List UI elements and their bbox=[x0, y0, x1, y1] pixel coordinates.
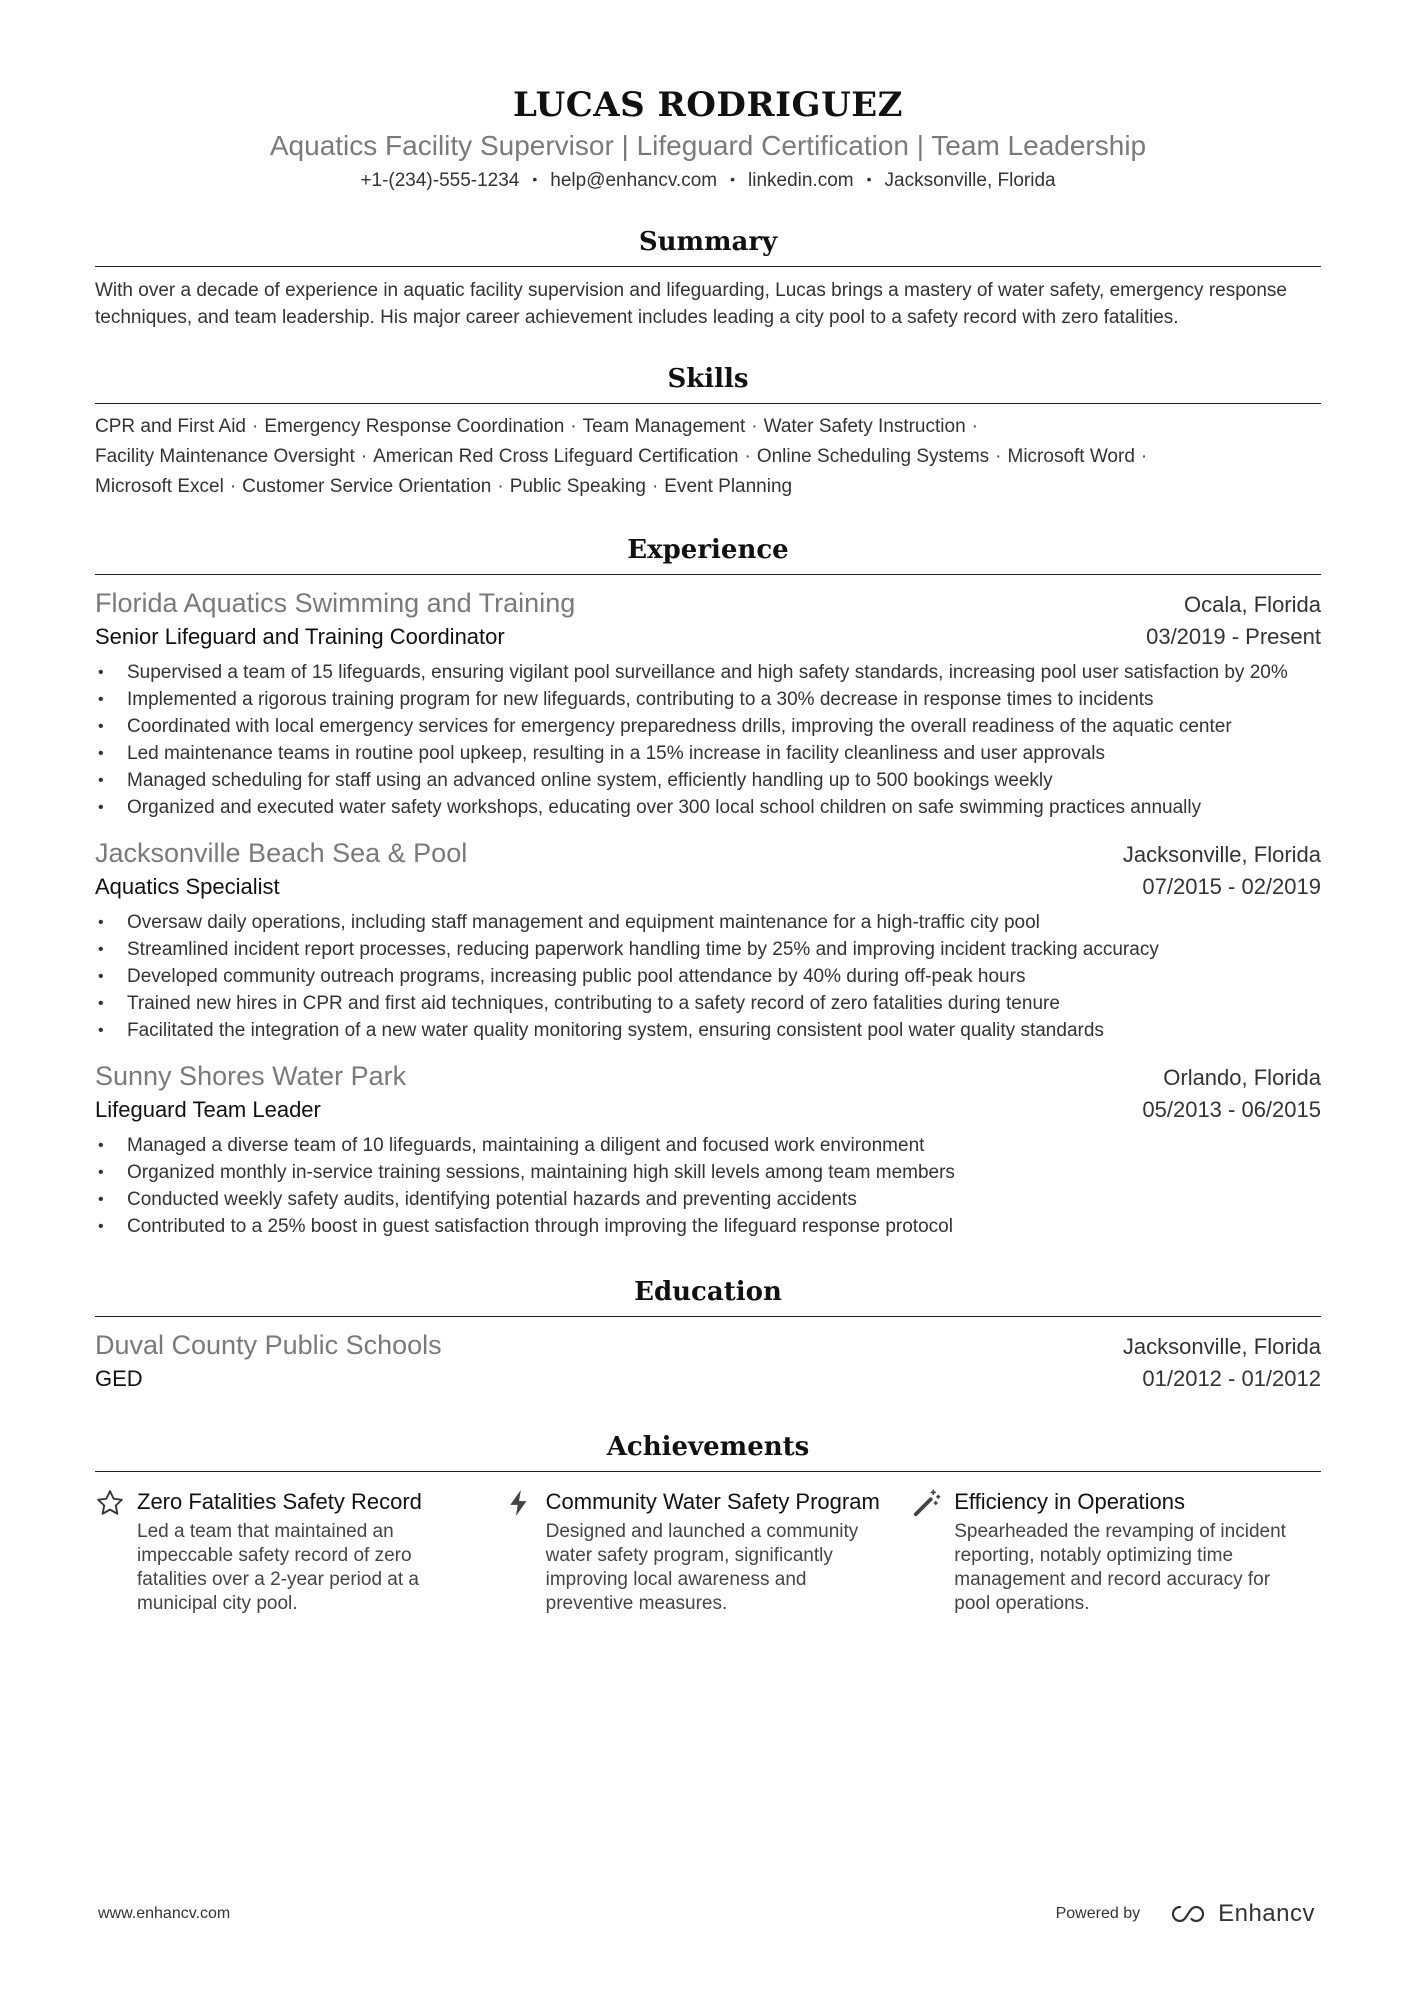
skill-separator: · bbox=[252, 416, 259, 437]
job-bullet: • Managed scheduling for staff using an advanced online system, efficiently handling up to 500 bookings weekly bbox=[95, 767, 1321, 794]
email-address[interactable]: help@enhancv.com bbox=[550, 170, 718, 191]
job-entry bbox=[95, 835, 1321, 1044]
skill-separator: · bbox=[360, 446, 368, 467]
phone-number: +1-(234)-555-1234 bbox=[360, 170, 520, 191]
footer-branding bbox=[1056, 1900, 1315, 1928]
achievement-title: Zero Fatalities Safety Record bbox=[137, 1489, 422, 1514]
resume-page bbox=[95, 0, 1321, 1616]
skill-separator: · bbox=[229, 476, 237, 497]
experience-section bbox=[95, 532, 1321, 1240]
education-degree: GED bbox=[95, 1366, 143, 1391]
job-bullet: • Oversaw daily operations, including staff management and equipment maintenance for a high-traffic city pool bbox=[95, 909, 1321, 936]
skill-item: Online Scheduling Systems bbox=[756, 446, 990, 467]
skill-item: Public Speaking bbox=[509, 476, 646, 497]
skill-item: CPR and First Aid bbox=[95, 416, 246, 437]
summary-title: Summary bbox=[95, 224, 1321, 267]
job-bullet: • Led maintenance teams in routine pool upkeep, resulting in a 15% increase in facility cleanliness and user approvals bbox=[95, 740, 1321, 767]
skill-separator: · bbox=[497, 476, 504, 497]
education-school: Duval County Public Schools bbox=[95, 1330, 442, 1360]
job-location: Orlando, Florida bbox=[1163, 1065, 1321, 1090]
education-dates: 01/2012 - 01/2012 bbox=[1142, 1366, 1321, 1391]
contact-separator: • bbox=[730, 171, 735, 187]
skill-separator: · bbox=[744, 446, 751, 467]
skills-line bbox=[95, 412, 1321, 442]
skills-list bbox=[95, 412, 1321, 502]
education-location: Jacksonville, Florida bbox=[1122, 1334, 1321, 1359]
achievements-title: Achievements bbox=[95, 1429, 1321, 1472]
achievement-description: Designed and launched a community water safety program, significantly improving local awareness and preventive measures. bbox=[545, 1521, 859, 1614]
summary-section bbox=[95, 224, 1321, 331]
achievement-item bbox=[912, 1488, 1321, 1616]
education-entry bbox=[95, 1327, 1321, 1395]
job-bullet: • Streamlined incident report processes, reducing paperwork handling time by 25% and improving incident tracking accuracy bbox=[95, 936, 1321, 963]
job-title: Lifeguard Team Leader bbox=[95, 1097, 321, 1122]
magic-wand-icon bbox=[912, 1488, 954, 1520]
skill-separator: · bbox=[995, 446, 1002, 467]
job-company: Sunny Shores Water Park bbox=[95, 1061, 407, 1091]
job-title: Aquatics Specialist bbox=[95, 874, 280, 899]
linkedin-link[interactable]: linkedin.com bbox=[748, 170, 854, 191]
education-section bbox=[95, 1274, 1321, 1395]
skills-line bbox=[95, 472, 1321, 502]
job-bullet: • Organized monthly in-service training sessions, maintaining high skill levels among team members bbox=[95, 1159, 1321, 1186]
lightning-icon bbox=[504, 1488, 546, 1520]
page-footer bbox=[98, 1900, 1315, 1928]
job-entry bbox=[95, 585, 1321, 821]
education-title: Education bbox=[95, 1274, 1321, 1317]
job-dates: 05/2013 - 06/2015 bbox=[1142, 1097, 1321, 1122]
skill-item: Team Management bbox=[582, 416, 746, 437]
skills-section bbox=[95, 361, 1321, 502]
skill-item: Emergency Response Coordination bbox=[264, 416, 565, 437]
skill-separator: · bbox=[570, 416, 577, 437]
job-bullet: • Implemented a rigorous training program for new lifeguards, contributing to a 30% decrease in response times to incidents bbox=[95, 686, 1321, 713]
skill-separator: · bbox=[1140, 446, 1148, 467]
contact-separator: • bbox=[532, 171, 538, 187]
job-title: Senior Lifeguard and Training Coordinator bbox=[95, 624, 505, 649]
job-bullet: • Conducted weekly safety audits, identifying potential hazards and preventing accidents bbox=[95, 1186, 1321, 1213]
resume-header bbox=[95, 0, 1321, 194]
candidate-tagline: Aquatics Facility Supervisor | Lifeguard Certification | Team Leadership bbox=[269, 130, 1147, 161]
job-bullet: • Supervised a team of 15 lifeguards, ensuring vigilant pool surveillance and high safety standards, increasing pool user satisfaction by 20% bbox=[95, 659, 1321, 686]
job-bullets bbox=[95, 1132, 1321, 1240]
skill-item: Microsoft Excel bbox=[95, 476, 224, 497]
skill-separator: · bbox=[651, 476, 659, 497]
job-bullet: • Managed a diverse team of 10 lifeguards, maintaining a diligent and focused work environment bbox=[95, 1132, 1321, 1159]
contact-info bbox=[95, 166, 1321, 194]
experience-title: Experience bbox=[95, 532, 1321, 575]
job-bullet: • Contributed to a 25% boost in guest satisfaction through improving the lifeguard response protocol bbox=[95, 1213, 1321, 1240]
achievement-item bbox=[95, 1488, 504, 1616]
achievement-description: Spearheaded the revamping of incident reporting, notably optimizing time management and record accuracy for pool operations. bbox=[954, 1521, 1286, 1614]
achievement-title: Community Water Safety Program bbox=[545, 1489, 880, 1514]
achievement-description: Led a team that maintained an impeccable safety record of zero fatalities over a 2-year period at a municipal city pool. bbox=[137, 1521, 419, 1614]
skill-item: Microsoft Word bbox=[1007, 446, 1135, 467]
job-entry bbox=[95, 1058, 1321, 1240]
job-company: Florida Aquatics Swimming and Training bbox=[95, 588, 576, 618]
job-bullet: • Developed community outreach programs, increasing public pool attendance by 40% during off-peak hours bbox=[95, 963, 1321, 990]
footer-website-link[interactable]: www.enhancv.com bbox=[98, 1905, 231, 1922]
candidate-location: Jacksonville, Florida bbox=[884, 170, 1056, 191]
job-dates: 03/2019 - Present bbox=[1146, 624, 1321, 649]
powered-by-label: Powered by bbox=[1055, 1905, 1141, 1922]
skill-item: American Red Cross Lifeguard Certification bbox=[373, 446, 739, 467]
summary-text: With over a decade of experience in aquatic facility supervision and lifeguarding, Lucas brings a mastery of water safety, emergency response techniques, and team leadership. His major career achievement includes leading a city pool to a safety record with zero fatalities. bbox=[95, 280, 1287, 328]
skill-item: Facility Maintenance Oversight bbox=[95, 446, 355, 467]
skill-item: Event Planning bbox=[664, 476, 793, 497]
skills-title: Skills bbox=[95, 361, 1321, 404]
star-icon bbox=[95, 1488, 137, 1520]
skill-item: Water Safety Instruction bbox=[763, 416, 966, 437]
job-bullet: • Organized and executed water safety workshops, educating over 300 local school children on safe swimming practices annually bbox=[95, 794, 1321, 821]
job-location: Jacksonville, Florida bbox=[1122, 842, 1321, 867]
skills-line bbox=[95, 442, 1321, 472]
achievements-grid bbox=[95, 1488, 1321, 1616]
contact-separator: • bbox=[866, 171, 872, 187]
job-bullet: • Trained new hires in CPR and first aid techniques, contributing to a safety record of zero fatalities during tenure bbox=[95, 990, 1321, 1017]
job-location: Ocala, Florida bbox=[1184, 592, 1321, 617]
candidate-name: LUCAS RODRIGUEZ bbox=[513, 85, 903, 125]
skill-item: Customer Service Orientation bbox=[242, 476, 492, 497]
job-dates: 07/2015 - 02/2019 bbox=[1142, 874, 1321, 899]
job-bullet: • Coordinated with local emergency services for emergency preparedness drills, improving the overall readiness of the aquatic center bbox=[95, 713, 1321, 740]
job-bullet: • Facilitated the integration of a new water quality monitoring system, ensuring consistent pool water quality standards bbox=[95, 1017, 1321, 1044]
job-company: Jacksonville Beach Sea & Pool bbox=[95, 838, 468, 868]
enhancv-logo-icon bbox=[1166, 1903, 1210, 1925]
skill-separator: · bbox=[971, 416, 978, 437]
achievements-section bbox=[95, 1429, 1321, 1616]
job-bullets bbox=[95, 659, 1321, 821]
achievement-item bbox=[504, 1488, 913, 1616]
enhancv-brand-name[interactable]: Enhancv bbox=[1218, 1900, 1315, 1927]
skill-separator: · bbox=[751, 416, 758, 437]
achievement-title: Efficiency in Operations bbox=[954, 1489, 1185, 1514]
job-bullets bbox=[95, 909, 1321, 1044]
